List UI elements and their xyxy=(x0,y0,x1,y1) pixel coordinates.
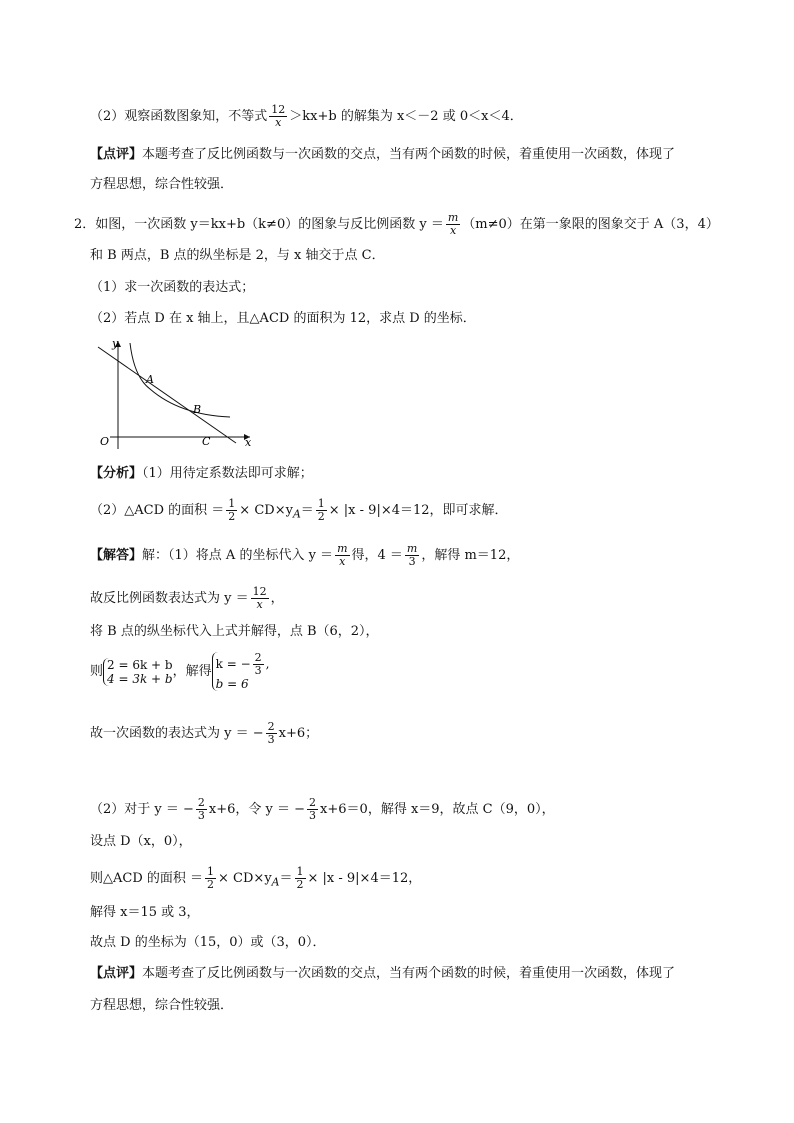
solution-line-4 xyxy=(90,652,269,691)
text: （2）若点 D 在 x 轴上，且△ACD 的面积为 12，求点 D 的坐标． xyxy=(90,311,476,326)
frac-num: 2 xyxy=(267,720,275,733)
equation-system xyxy=(212,652,270,691)
text: ，解得 m＝12， xyxy=(421,548,520,563)
subscript: A xyxy=(271,875,280,889)
question-2-line-1 xyxy=(74,212,719,237)
frac-num: 2 xyxy=(197,796,205,809)
text: 则 xyxy=(90,664,104,679)
frac-den: x xyxy=(449,224,457,237)
frac-num: 1 xyxy=(296,865,304,878)
subscript: A xyxy=(292,507,301,521)
point-a-label: A xyxy=(146,373,154,386)
solution-line-9 xyxy=(90,903,200,923)
text: × |x - 9|×4＝12，即可求解． xyxy=(328,503,508,518)
fraction xyxy=(405,543,419,568)
frac-den: x xyxy=(256,598,263,611)
text: × CD×y xyxy=(218,871,272,886)
review-tag: 【点评】 xyxy=(90,147,143,162)
text: ＞kx+b 的解集为 x＜－2 或 0＜x＜4． xyxy=(289,109,523,124)
question-2-line-2 xyxy=(90,246,385,266)
text: 设点 D（x，0）， xyxy=(90,834,192,849)
frac-den: 3 xyxy=(254,664,262,677)
frac-num: 2 xyxy=(254,651,262,664)
text: k = − xyxy=(215,657,251,671)
question-2-sub-1 xyxy=(90,278,254,298)
text: ， xyxy=(270,591,284,606)
text: 则△ACD 的面积 ＝ xyxy=(90,871,204,886)
origin-label: O xyxy=(100,435,110,448)
y-axis-label: y xyxy=(112,337,119,350)
fraction xyxy=(446,212,460,237)
equation-row: 4 = 3k + b xyxy=(107,671,173,686)
point-b-label: B xyxy=(193,403,202,416)
solution-line-1 xyxy=(90,543,519,568)
solution-line-3 xyxy=(90,622,379,642)
x-axis-label: x xyxy=(245,436,252,449)
solution-tag: 【解答】 xyxy=(90,548,143,563)
text: 故点 D 的坐标为（15，0）或（3，0）． xyxy=(90,935,326,950)
text: x+6； xyxy=(278,726,319,741)
equation-row: 2 = 6k + b xyxy=(107,657,173,672)
fraction xyxy=(251,586,269,611)
analysis-tag: 【分析】 xyxy=(90,466,143,481)
frac-den: x xyxy=(339,555,346,568)
text: 解：（1）将点 A 的坐标代入 y ＝ xyxy=(142,548,334,563)
prev-part2-line xyxy=(90,104,523,129)
text: 将 B 点的纵坐标代入上式并解得，点 B（6，2）， xyxy=(90,624,379,639)
frac-den: 3 xyxy=(408,555,416,568)
fraction xyxy=(226,498,237,523)
frac-den: x xyxy=(275,116,282,129)
text: 故一次函数的表达式为 y ＝ − xyxy=(90,726,264,741)
text: 得，4 ＝ xyxy=(351,548,403,563)
solution-line-2 xyxy=(90,586,284,611)
frac-den: 3 xyxy=(197,809,205,822)
text: ＝ xyxy=(300,503,314,518)
fraction xyxy=(316,498,327,523)
review-1-line-1 xyxy=(90,145,675,165)
text: 本题考查了反比例函数与一次函数的交点，当有两个函数的时候，着重使用一次函数，体现了 xyxy=(142,966,676,981)
fraction xyxy=(335,543,349,568)
text: × |x - 9|×4＝12， xyxy=(307,871,422,886)
frac-den: 2 xyxy=(228,510,236,523)
text: × CD×y xyxy=(239,503,293,518)
frac-den: 3 xyxy=(309,809,317,822)
linear-function-line xyxy=(98,347,236,443)
review-tag: 【点评】 xyxy=(90,966,143,981)
text: 解得 x＝15 或 3， xyxy=(90,905,200,920)
review-2-line-1 xyxy=(90,964,675,984)
frac-den: 2 xyxy=(207,878,215,891)
text: x+6＝0，解得 x＝9，故点 C（9，0）， xyxy=(320,802,555,817)
equation-row: b = 6 xyxy=(215,677,249,691)
solution-line-5 xyxy=(90,721,318,746)
frac-num: m xyxy=(406,542,418,555)
fraction xyxy=(253,652,264,677)
frac-num: 12 xyxy=(271,103,286,116)
question-2-sub-2 xyxy=(90,309,476,329)
frac-num: 1 xyxy=(228,497,236,510)
question-number: 2． xyxy=(74,217,96,232)
fraction xyxy=(196,797,207,822)
solution-line-8 xyxy=(90,866,421,893)
function-graph-figure xyxy=(90,337,260,452)
analysis-line-1 xyxy=(90,464,313,484)
text: , xyxy=(265,657,270,671)
text: x+6，令 y ＝ − xyxy=(208,802,306,817)
frac-num: m xyxy=(447,211,459,224)
text: （1）求一次函数的表达式； xyxy=(90,280,255,295)
review-2-line-2 xyxy=(90,996,233,1016)
text: （2）观察函数图象知，不等式 xyxy=(90,109,268,124)
text: （2）对于 y ＝ − xyxy=(90,802,194,817)
frac-num: 12 xyxy=(252,585,267,598)
text: ＝ xyxy=(279,871,293,886)
fraction xyxy=(266,721,277,746)
equation-system xyxy=(103,658,173,686)
text: 方程思想，综合性较强． xyxy=(90,998,234,1013)
review-1-line-2 xyxy=(90,175,233,195)
frac-den: 2 xyxy=(296,878,304,891)
text: （2）△ACD 的面积 ＝ xyxy=(90,503,225,518)
text: 本题考查了反比例函数与一次函数的交点，当有两个函数的时候，着重使用一次函数，体现了 xyxy=(142,147,676,162)
frac-num: 1 xyxy=(317,497,325,510)
solution-line-6 xyxy=(90,797,555,822)
text: ，解得 xyxy=(172,664,212,679)
solution-line-10 xyxy=(90,933,326,953)
fraction xyxy=(205,866,216,891)
solution-line-7 xyxy=(90,832,192,852)
text: （1）用待定系数法即可求解； xyxy=(142,466,313,481)
text: 和 B 两点，B 点的纵坐标是 2，与 x 轴交于点 C． xyxy=(90,248,385,263)
frac-num: 2 xyxy=(309,796,317,809)
point-c-label: C xyxy=(202,435,211,448)
text: 方程思想，综合性较强． xyxy=(90,177,234,192)
frac-num: m xyxy=(337,542,348,555)
text: 故反比例函数表达式为 y ＝ xyxy=(90,591,249,606)
text: 如图，一次函数 y＝kx+b（k≠0）的图象与反比例函数 y ＝ xyxy=(95,217,444,232)
fraction xyxy=(295,866,306,891)
analysis-line-2 xyxy=(90,498,508,525)
text: （m≠0）在第一象限的图象交于 A（3，4） xyxy=(462,217,719,232)
frac-den: 3 xyxy=(267,733,275,746)
frac-num: 1 xyxy=(207,865,215,878)
frac-den: 2 xyxy=(317,510,325,523)
equation-row xyxy=(216,652,270,677)
fraction xyxy=(269,104,287,129)
fraction xyxy=(307,797,318,822)
